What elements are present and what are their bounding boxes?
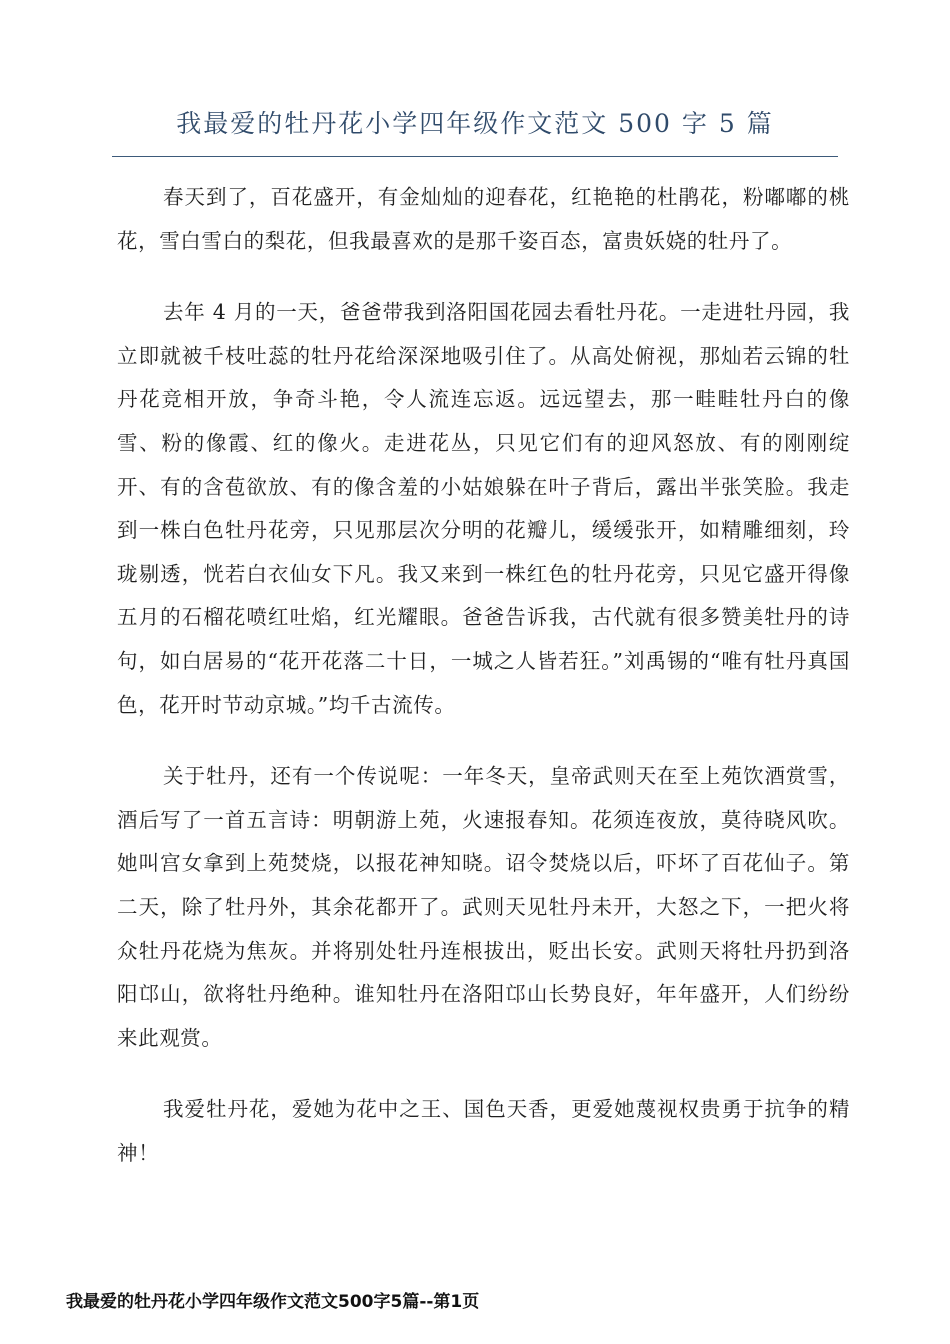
paragraph-4: 我爱牡丹花，爱她为花中之王、国色天香，更爱她蔑视权贵勇于抗争的精神！: [117, 1097, 850, 1165]
paragraph-3: 关于牡丹，还有一个传说呢：一年冬天，皇帝武则天在至上苑饮酒赏雪，酒后写了一首五言诗：明朝游上苑，火速报春知。花须连夜放，莫待晓风吹。她叫宫女拿到上苑焚烧，以报花神知晓。诏令焚烧以后，吓坏了百花仙子。第二天，除了牡丹外，其余花都开了。武则天见牡丹未开，大怒之下，一把火将众牡丹花烧为焦灰。并将别处牡丹连根拔出，贬出长安。武则天将牡丹扔到洛阳邙山，欲将牡丹绝种。谁知牡丹在洛阳邙山长势良好，年年盛开，人们纷纷来此观赏。: [117, 764, 850, 1050]
page-footer: 我最爱的牡丹花小学四年级作文范文500字5篇--第1页: [66, 1292, 480, 1312]
title-divider: [112, 156, 838, 157]
paragraph-2: 去年 4 月的一天，爸爸带我到洛阳国花园去看牡丹花。一走进牡丹园，我立即就被千枝吐蕊的牡丹花给深深地吸引住了。从高处俯视，那灿若云锦的牡丹花竞相开放，争奇斗艳，令人流连忘返。远远望去，那一畦畦牡丹白的像雪、粉的像霞、红的像火。走进花丛，只见它们有的迎风怒放、有的刚刚绽开、有的含苞欲放、有的像含羞的小姑娘躲在叶子背后，露出半张笑脸。我走到一株白色牡丹花旁，只见那层次分明的花瓣儿，缓缓张开，如精雕细刻，玲珑剔透，恍若白衣仙女下凡。我又来到一株红色的牡丹花旁，只见它盛开得像五月的石榴花喷红吐焰，红光耀眼。爸爸告诉我，古代就有很多赞美牡丹的诗句，如白居易的“花开花落二十日，一城之人皆若狂。”刘禹锡的“唯有牡丹真国色，花开时节动京城。”均千古流传。: [117, 300, 850, 717]
paragraph-1: 春天到了，百花盛开，有金灿灿的迎春花，红艳艳的杜鹃花，粉嘟嘟的桃花，雪白雪白的梨花，但我最喜欢的是那千姿百态，富贵妖娆的牡丹了。: [117, 185, 850, 253]
essay-body: [117, 176, 850, 1203]
document-title: 我最爱的牡丹花小学四年级作文范文 500 字 5 篇: [176, 109, 774, 138]
